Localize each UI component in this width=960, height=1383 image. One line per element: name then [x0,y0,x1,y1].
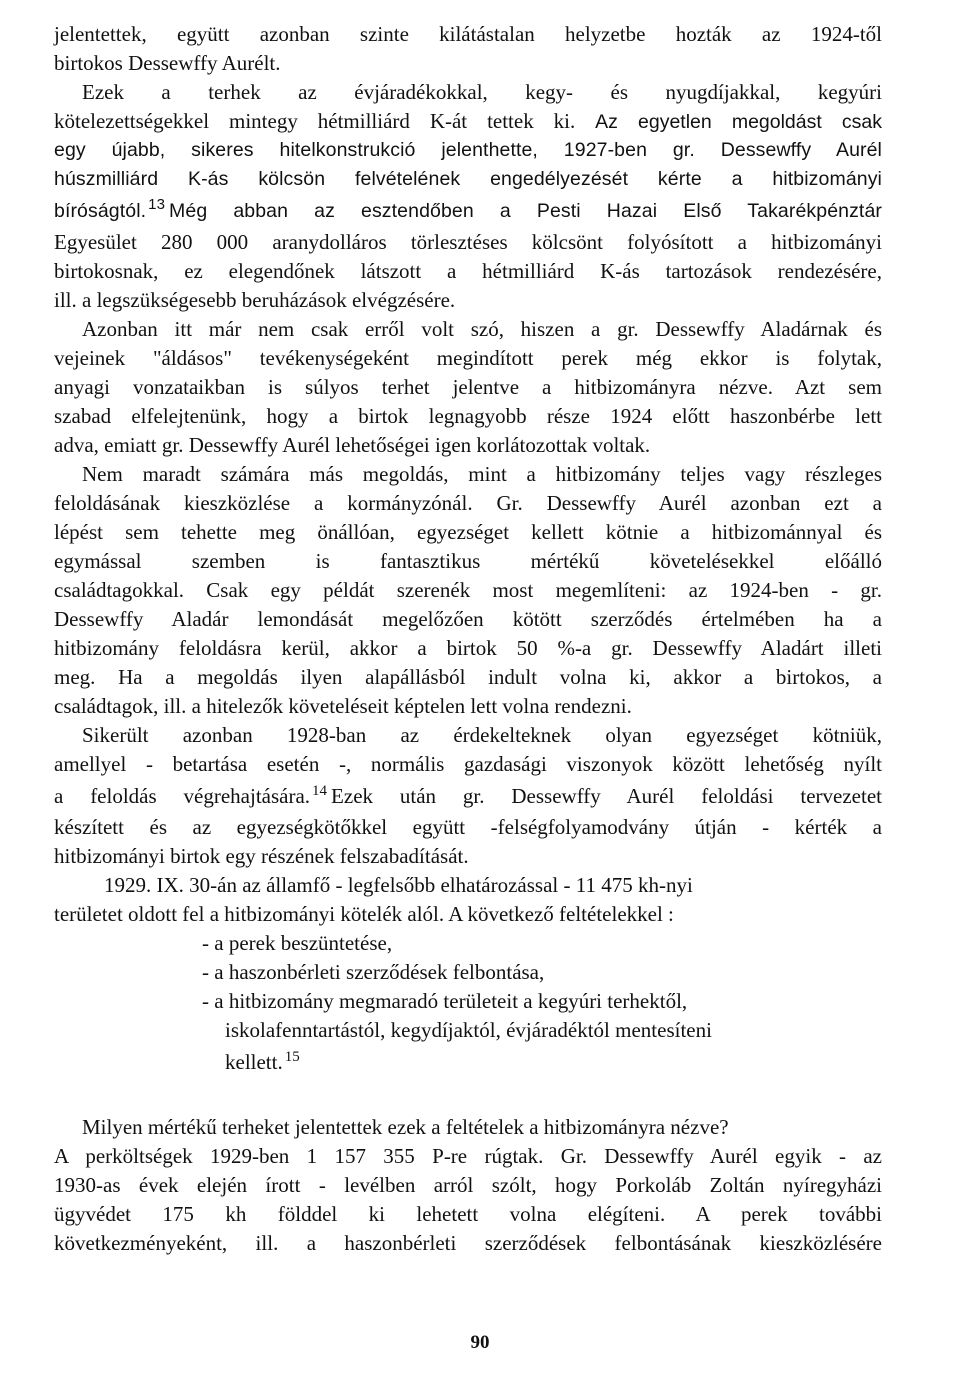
text-line: egymással szemben is fantasztikus mértékű követelésekkel előálló [54,549,882,573]
footnote-marker: 14 [312,783,328,799]
text-line: hitbizomány feloldásra kerül, akkor a birtok 50 %-a gr. Dessewffy Aladárt illeti [54,636,882,660]
text-line: jelentettek, együtt azonban szinte kilátástalan helyzetbe hozták az 1924-től [54,22,882,46]
text-line: vejeinek "áldásos" tevékenységeként megindított perek még ekkor is folytak, [54,346,882,370]
text-line: birtokos Dessewffy Aurélt. [54,51,281,75]
text-line: adva, emiatt gr. Dessewffy Aurél lehetőségei igen korlátozottak voltak. [54,433,651,457]
text-segment: kötelezettségekkel mintegy hétmilliárd K-át tettek ki. [54,109,596,133]
text-segment: kellett. [225,1050,283,1074]
text-line: családtagokkal. Csak egy példát szerenék most megemlíteni: az 1924-ben - gr. [54,578,882,602]
text-line [54,194,882,228]
text-line: Nem maradt számára más megoldás, mint a hitbizomány teljes vagy részleges [82,462,882,486]
text-line: egy újabb, sikeres hitelkonstrukció jelenthette, 1927-ben gr. Dessewffy Aurél [54,139,882,161]
text-line: feloldásának kieszközlése a kormányzónál. Gr. Dessewffy Aurél azonban ezt a [54,491,882,515]
footnote-marker: 13 [148,196,166,213]
text-line: Milyen mértékű terheket jelentettek ezek a feltételek a hitbizományra nézve? [82,1115,729,1139]
text-line: ügyvédet 175 kh földdel ki lehetett volna elégíteni. A perek további [54,1202,882,1226]
text-line: ill. a legszükségesebb beruházások elvégzésére. [54,288,456,312]
text-line: - a hitbizomány megmaradó területeit a kegyúri terhektől, [202,989,688,1013]
text-segment: a feloldás végrehajtására. [54,784,311,808]
footnote-marker: 15 [284,1049,300,1065]
text-line: Egyesület 280 000 aranydolláros törlesztéses kölcsönt folyósított a hitbizományi [54,230,882,254]
text-line: Azonban itt már nem csak erről volt szó, hiszen a gr. Dessewffy Aladárnak és [82,317,882,341]
text-line: 1930-as évek elején írott - levélben arról szólt, hogy Porkoláb Zoltán nyíregyházi [54,1173,882,1197]
text-line: amellyel - betartása esetén -, normális gazdasági viszonyok között lehetőség nyílt [54,752,882,776]
text-line: Ezek a terhek az évjáradékokkal, kegy- és nyugdíjakkal, kegyúri [82,80,882,104]
text-line: készített és az egyezségkötőkkel együtt -felségfolyamodvány útján - kérték a [54,815,882,839]
text-line [54,107,882,136]
text-line: hitbizományi birtok egy részének felszabadítását. [54,844,469,868]
text-line: iskolafenntartástól, kegydíjaktól, évjáradéktól mentesíteni [225,1018,712,1042]
text-line: húszmilliárd K-ás kölcsön felvételének engedélyezését kérte a hitbizományi [54,168,882,190]
text-line [54,1045,882,1079]
text-line: következményeként, ill. a haszonbérleti szerződések felbontásának kieszközlésére [54,1231,882,1255]
text-line: - a haszonbérleti szerződések felbontása, [202,960,545,984]
text-line: Dessewffy Aladár lemondását megelőzően kötött szerződés értelmében ha a [54,607,882,631]
page-number: 90 [470,1332,490,1353]
document-page [54,20,882,1258]
text-line [54,779,882,813]
text-segment: Még abban az esztendőben a Pesti Hazai Első Takarékpénztár [169,200,882,222]
text-line: Sikerült azonban 1928-ban az érdekelteknek olyan egyezséget kötniük, [82,723,882,747]
text-line: 1929. IX. 30-án az államfő - legfelsőbb elhatározással - 11 475 kh-nyi [104,873,693,897]
text-line: családtagok, ill. a hitelezők követeléseit képtelen lett volna rendezni. [54,694,632,718]
text-line: szabad elfelejtenünk, hogy a birtok legnagyobb része 1924 előtt haszonbérbe lett [54,404,882,428]
text-line: - a perek beszüntetése, [202,931,393,955]
text-line: területet oldott fel a hitbizományi kötelék alól. A következő feltételekkel : [54,902,674,926]
text-segment: Az egyetlen megoldást csak [595,111,882,133]
text-segment: Ezek után gr. Dessewffy Aurél feloldási tervezetet [331,784,882,808]
text-segment: bíróságtól. [54,200,147,222]
text-line: meg. Ha a megoldás ilyen alapállásból indult volna ki, akkor a birtokos, a [54,665,882,689]
text-line: birtokosnak, ez elegendőnek látszott a hétmilliárd K-ás tartozások rendezésére, [54,259,882,283]
text-line: lépést sem tehette meg önállóan, egyezséget kellett kötnie a hitbizománnyal és [54,520,882,544]
text-line: anyagi vonzataikban is súlyos terhet jelentve a hitbizományra nézve. Azt sem [54,375,882,399]
text-line: A perköltségek 1929-ben 1 157 355 P-re rúgtak. Gr. Dessewffy Aurél egyik - az [54,1144,882,1168]
